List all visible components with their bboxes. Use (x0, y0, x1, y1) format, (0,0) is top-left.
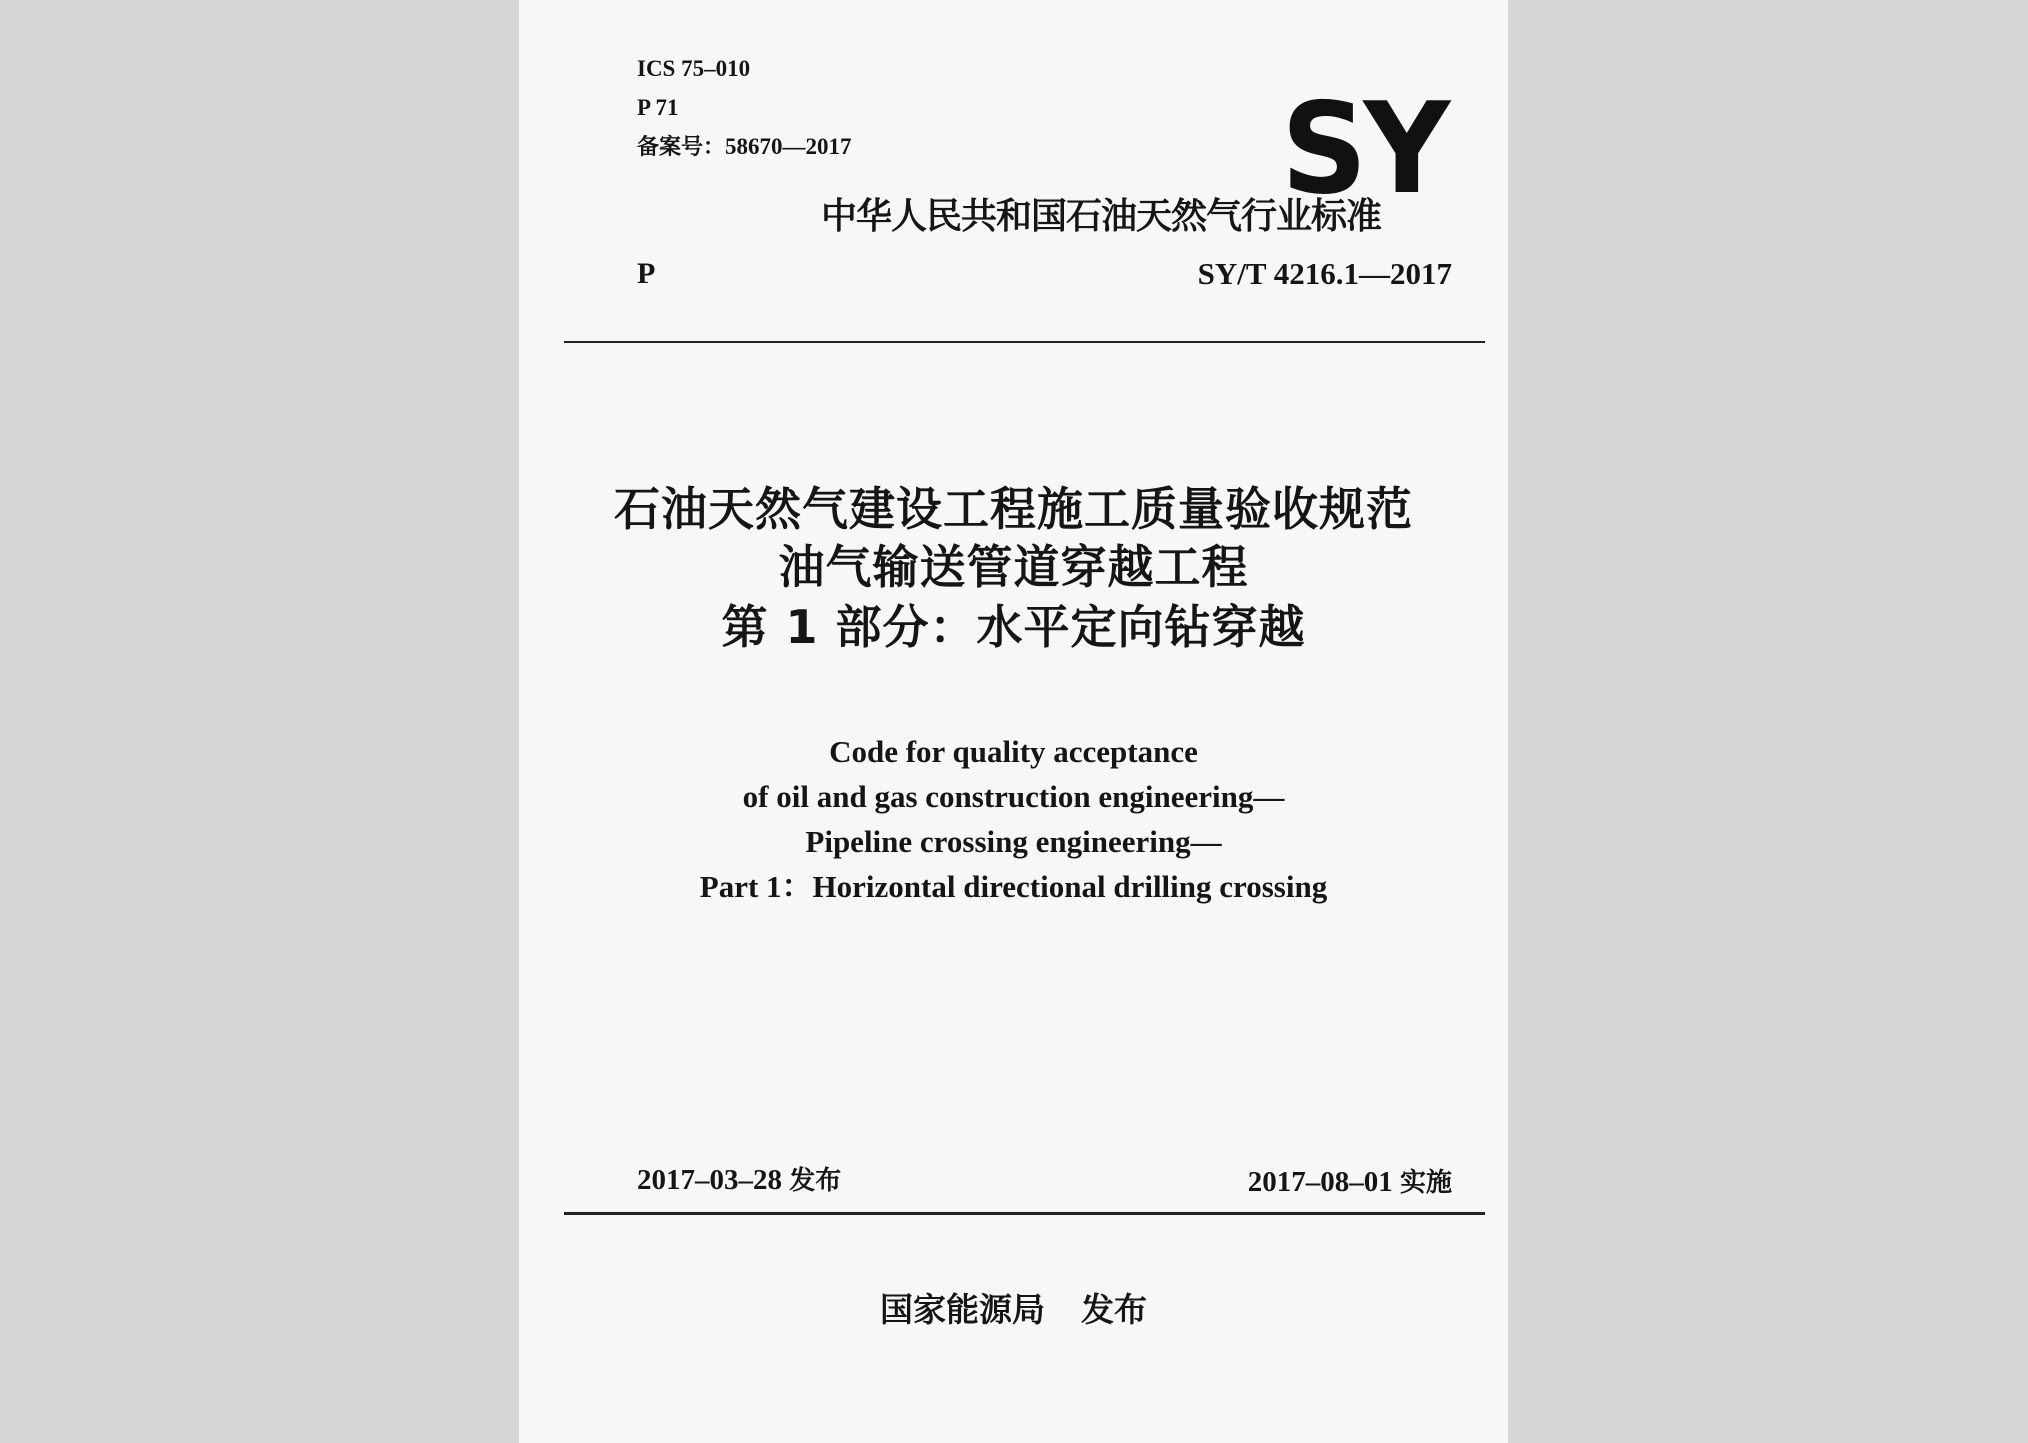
filing-label: 备案号： (637, 135, 726, 160)
category-letter: P (637, 257, 656, 290)
publisher-line (519, 1290, 1508, 1330)
publisher-name: 国家能源局 (880, 1290, 1045, 1329)
title-en-line-2: of oil and gas construction engineering— (742, 779, 1285, 814)
issue-date: 2017–03–28 (637, 1164, 782, 1196)
effective-date-block (1248, 1164, 1452, 1201)
sy-logo: SY (1281, 76, 1447, 223)
title-cn-line-2: 油气输送管道穿越工程 (778, 540, 1249, 594)
ccs-code: P 71 (637, 95, 679, 120)
filing-record (637, 134, 852, 161)
top-divider (564, 341, 1485, 343)
issue-label: 发布 (789, 1166, 842, 1196)
title-en-line-3: Pipeline crossing engineering— (805, 824, 1222, 859)
title-cn-line-1: 石油天然气建设工程施工质量验收规范 (614, 482, 1413, 536)
bottom-divider (564, 1212, 1485, 1215)
effective-date: 2017–08–01 (1247, 1166, 1393, 1198)
publisher-action: 发布 (1081, 1290, 1147, 1329)
issue-date-block (637, 1162, 841, 1199)
filing-number: 58670—2017 (725, 134, 852, 159)
title-en-line-1: Code for quality acceptance (829, 734, 1198, 769)
title-cn-line-3: 第 1 部分：水平定向钻穿越 (721, 600, 1306, 654)
standard-number: SY/T 4216.1—2017 (1197, 256, 1452, 291)
issuer-line: 中华人民共和国石油天然气行业标准 (821, 196, 1382, 237)
standard-cover-page (519, 0, 1508, 1443)
ics-code: ICS 75–010 (637, 56, 751, 81)
title-en-line-4: Part 1：Horizontal directional drilling crossing (699, 869, 1328, 904)
effective-label: 实施 (1399, 1168, 1452, 1198)
